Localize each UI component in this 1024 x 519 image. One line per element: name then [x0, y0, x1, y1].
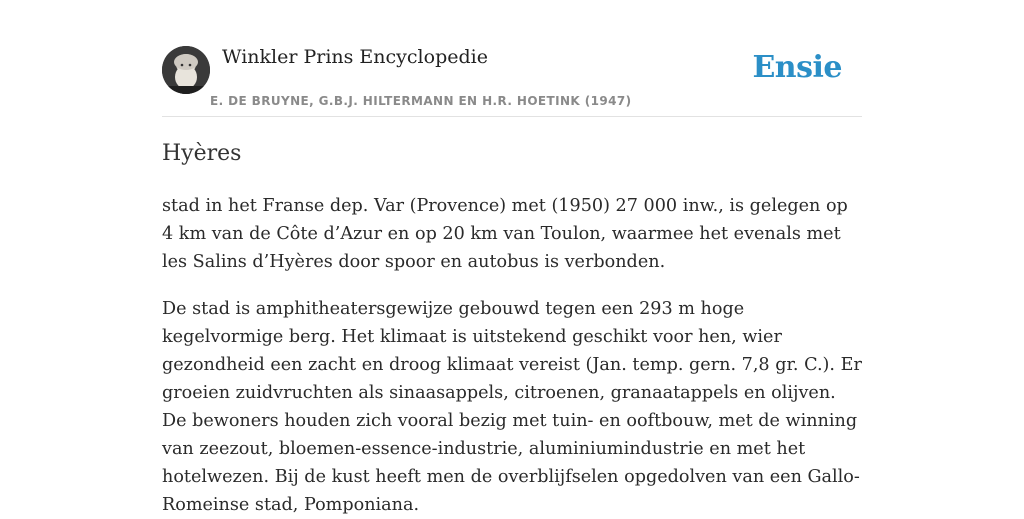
author-avatar [162, 46, 210, 94]
article-paragraph: De stad is amphitheatersgewijze gebouwd tegen een 293 m hoge kegelvormige berg. Het klimaat is uitstekend geschikt voor hen, wier gezondheid een zacht en droog klimaat vereist (Jan. temp. gern. 7,8 gr. C.). Er groeien zuidvruchten als sinaasappels, citroenen, granaatappels en olijven. De bewoners houden zich vooral bezig met tuin- en ooftbouw, met de winning van zeezout, bloemen-essence-industrie, aluminiumindustrie en met het hotelwezen. Bij de kust heeft men de overblijfselen opgedolven van een Gallo-Romeinse stad, Pomponiana. [162, 299, 862, 515]
source-title: Winkler Prins Encyclopedie [222, 46, 488, 68]
page [162, 0, 862, 515]
article-title: Hyères [162, 141, 242, 166]
article-paragraph: stad in het Franse dep. Var (Provence) met (1950) 27 000 inw., is gelegen op 4 km van de Côte d’Azur en op 20 km van Toulon, waarmee het evenals met les Salins d’Hyères door spoor en autobus is verbonden. [162, 196, 848, 272]
header [162, 0, 862, 117]
brand-logo-link[interactable]: Ensie [752, 50, 842, 85]
authors-line: E. DE BRUYNE, G.B.J. HILTERMANN EN H.R. HOETINK (1947) [210, 94, 632, 108]
portrait-icon [162, 46, 210, 94]
